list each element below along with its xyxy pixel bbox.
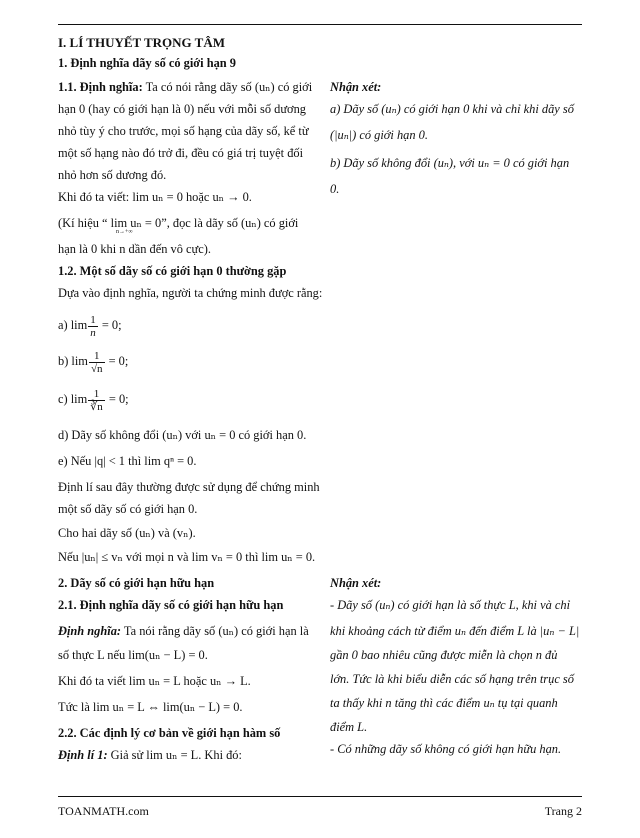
finite-definition-line-1 [58, 624, 309, 638]
fraction-a-denominator: n [90, 326, 96, 339]
item-c-prefix: c) lim [58, 392, 88, 406]
fraction-a [88, 314, 98, 339]
item-b-suffix: = 0; [105, 354, 129, 368]
remark-2-line-4: lớn. Tức là khi biểu diễn các số hạng trên trục số [330, 672, 574, 686]
notation-line: Khi đó ta viết: lim uₙ = 0 hoặc uₙ → 0. [58, 190, 252, 204]
fraction-a-numerator: 1 [90, 313, 96, 326]
definition-line-3: nhỏ tùy ý cho trước, mọi số hạng của dãy số, kể từ [58, 124, 309, 138]
proof-intro: Dựa vào định nghĩa, người ta chứng minh được rằng: [58, 286, 323, 300]
finite-definition-label: Định nghĩa: [58, 624, 122, 638]
theorem-1-text: Giả sử lim uₙ = L. Khi đó: [107, 748, 242, 762]
top-rule [58, 24, 582, 25]
notation-explain-line-2: hạn là 0 khi n dần đến vô cực). [58, 242, 211, 256]
definition-line-2: hạn 0 (hay có giới hạn là 0) nếu với mỗi số dương [58, 102, 306, 116]
remark-1-line-4: 0. [330, 182, 340, 196]
remark-2-line-3: gần 0 bao nhiêu cũng được miễn là chọn n đủ [330, 648, 558, 662]
item-a-prefix: a) lim [58, 318, 88, 332]
finite-notation-line: Khi đó ta viết lim uₙ = L hoặc uₙ → L. [58, 674, 251, 688]
item-e: e) Nếu |q| < 1 thì lim qⁿ = 0. [58, 454, 197, 468]
notation-explain-line-1: (Kí hiệu “ lim uₙ = 0”, đọc là dãy số (uₙ) có giới [58, 216, 299, 230]
fraction-b [89, 350, 105, 375]
definition-line-5: nhỏ hơn số dương đó. [58, 168, 167, 182]
definition-line-4: một số hạng nào đó trở đi, đều có giá trị tuyệt đối [58, 146, 304, 160]
remark-1-line-3: b) Dãy số không đổi (uₙ), với uₙ = 0 có giới hạn [330, 156, 570, 170]
remark-2-line-7: - Có những dãy số không có giới hạn hữu hạn. [330, 742, 562, 756]
item-c-suffix: = 0; [105, 392, 129, 406]
fraction-c-denominator: ∛n [90, 400, 103, 413]
item-b [58, 346, 128, 376]
footer-page-number: Trang 2 [544, 804, 582, 818]
heading-limit-zero-definition: 1. Định nghĩa dãy số có giới hạn 9 [58, 56, 236, 70]
item-b-prefix: b) lim [58, 354, 88, 368]
theorem-1-line [58, 748, 242, 762]
section-heading-theory: I. LÍ THUYẾT TRỌNG TÂM [58, 35, 226, 50]
heading-finite-limit-definition: 2.1. Định nghĩa dãy số có giới hạn hữu hạn [58, 598, 284, 612]
theorem-intro-line-2: một số dãy số có giới hạn 0. [58, 502, 198, 516]
fraction-b-denominator: √n [90, 362, 103, 375]
remark-2-line-1: - Dãy số (uₙ) có giới hạn là số thực L, khi và chỉ [330, 598, 571, 612]
remark-2-line-6: điểm L. [330, 720, 368, 734]
remark-1-line-1: a) Dãy số (uₙ) có giới hạn 0 khi và chỉ khi dãy số [330, 102, 574, 116]
definition-label: 1.1. Định nghĩa: [58, 80, 143, 94]
fraction-c [88, 388, 105, 413]
item-a-suffix: = 0; [98, 318, 122, 332]
notation-subscript: n→+∞ [116, 229, 133, 235]
squeeze-statement: Nếu |uₙ| ≤ vₙ với mọi n và lim vₙ = 0 thì lim uₙ = 0. [58, 550, 316, 564]
remark-2-line-2: khi khoảng cách từ điểm uₙ đến điểm L là |uₙ − L| [330, 624, 580, 638]
theorem-intro-line-1: Định lí sau đây thường được sử dụng để chứng minh [58, 480, 320, 494]
item-c [58, 384, 129, 414]
heading-finite-limit: 2. Dãy số có giới hạn hữu hạn [58, 576, 215, 590]
finite-definition-line-2: số thực L nếu lim(uₙ − L) = 0. [58, 648, 208, 662]
item-d: d) Dãy số không đổi (uₙ) với uₙ = 0 có giới hạn 0. [58, 428, 307, 442]
definition-text-1: Ta có nói rằng dãy số (uₙ) có giới [142, 80, 313, 94]
item-a [58, 310, 122, 340]
definition-line-1 [58, 80, 312, 94]
equivalence-line: Tức là lim uₙ = L ⇔ lim(uₙ − L) = 0. [58, 700, 243, 714]
fraction-c-numerator: 1 [88, 388, 105, 401]
heading-basic-theorems: 2.2. Các định lý cơ bản về giới hạn hàm số [58, 726, 281, 740]
bottom-rule [58, 796, 582, 797]
footer-site: TOANMATH.com [58, 804, 149, 818]
fraction-b-numerator: 1 [89, 350, 105, 363]
remark-2-title: Nhận xét: [330, 576, 382, 590]
remark-1-title: Nhận xét: [330, 80, 382, 94]
theorem-1-label: Định lí 1: [58, 748, 108, 762]
remark-1-line-2: (|uₙ|) có giới hạn 0. [330, 128, 428, 142]
two-sequences-line: Cho hai dãy số (uₙ) và (vₙ). [58, 526, 196, 540]
heading-common-limits: 1.2. Một số dãy số có giới hạn 0 thường gặp [58, 264, 287, 278]
remark-2-line-5: ta thấy khi n tăng thì các điểm uₙ tụ tại quanh [330, 696, 558, 710]
finite-definition-text: Ta nói rằng dãy số (uₙ) có giới hạn là [121, 624, 309, 638]
